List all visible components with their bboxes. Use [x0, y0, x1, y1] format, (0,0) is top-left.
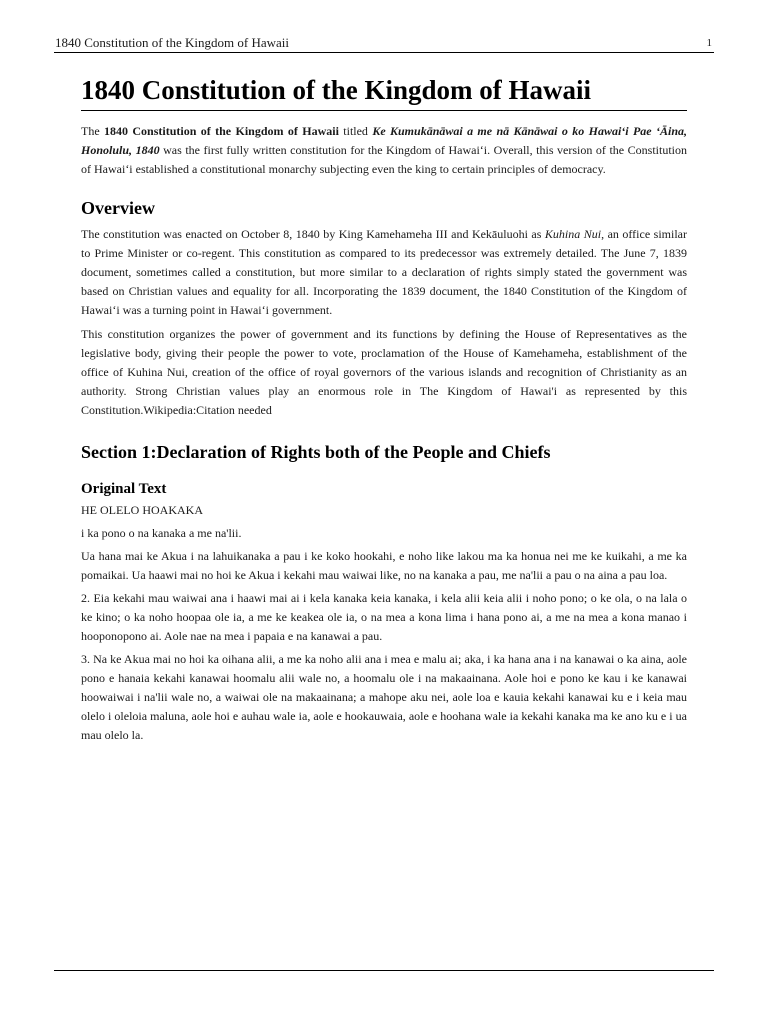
overview-italic-term: Kuhina Nui: [544, 227, 602, 241]
original-text-heading: Original Text: [81, 481, 167, 497]
overview-text-1a: The constitution was enacted on October 8, 1840 by King Kamehameha III and Kekāuluohi as: [81, 227, 545, 241]
intro-italic-title: Ke Kumukānāwai a me nā Kānāwai o ko Hawaiʻi Pae ʻĀina, Honolulu, 1840: [81, 124, 688, 157]
intro-text-2: titled: [338, 124, 373, 138]
overview-paragraph-1: [81, 225, 687, 320]
original-text-paragraph: Ua hana mai ke Akua i na lahuikanaka a pau i ke koko hookahi, e noho like lakou ma ka honua nei me ke kuikahi, a me ka pomaikai. Ua haawi mai no hoi ke Akua i kekahi mau waiwai like, no na kanaka a pau, me na'lii a pau o na aina a pau loa.: [81, 549, 687, 582]
overview-paragraph-2: This constitution organizes the power of government and its functions by defining the House of Representatives as the legislative body, giving their people the power to vote, proclamation of the House of Kamehameha, establishment of the office of Kuhina Nui, creation of the office of royal governors of the various islands and recognition of Christianity as an authority. Strong Christian values play an enormous role in The Kingdom of Hawai'i as represented by this Constitution.Wikipedia:Citation needed: [81, 327, 687, 417]
intro-text-3: was the first fully written constitution for the Kingdom of Hawaiʻi. Overall, this version of the Constitution of Hawaiʻi established a constitutional monarchy subjecting even the king to certain principles of democracy.: [81, 143, 688, 176]
header-title: 1840 Constitution of the Kingdom of Hawaii: [55, 35, 289, 50]
overview-text-1b: , an office similar to Prime Minister or co-regent. This constitution as compared to its predecessor was extremely detailed. The June 7, 1839 document, sometimes called a constitution, but more similar to a declaration of rights simply stated the government was based on Christian values and equality for all. Incorporating the 1839 document, the 1840 Constitution of the Kingdom of Hawaiʻi was a turning point in Hawaiʻi government.: [81, 227, 687, 317]
original-text-line: i ka pono o na kanaka a me na'lii.: [81, 526, 242, 540]
page-header: [54, 35, 714, 53]
intro-bold-title: 1840 Constitution of the Kingdom of Hawaii: [104, 124, 339, 138]
overview-heading: Overview: [81, 198, 155, 218]
article-body: [81, 73, 687, 745]
intro-paragraph: [81, 122, 687, 179]
intro-text-1: The: [81, 124, 105, 138]
footer-rule: [54, 970, 714, 971]
original-text-paragraph: 3. Na ke Akua mai no hoi ka oihana alii, a me ka noho alii ana i mea e malu ai; aka, i ka hana ana i na kanawai o ka aina, aole pono e hanaia kekahi kanawai hoomalu alii wale no, a hoomalu ole i na makaainana. Aole hoi e pono ke kau i ke kanawai hoowaiwai i na'lii wale no, a waiwai ole na makaainana; a mahope aku nei, aole loa e kauia kekahi kanawai ku e i keia mau olelo i oleloia maluna, aole hoi e auhau wale ia, aole e hookauwaia, aole e hoohana wale ia kekahi kanaka ma ke ano ku e i ua mau olelo la.: [81, 652, 687, 742]
section1-heading: Section 1:Declaration of Rights both of the People and Chiefs: [81, 442, 551, 462]
original-text-line: HE OLELO HOAKAKA: [81, 503, 203, 517]
original-text-paragraph: 2. Eia kekahi mau waiwai ana i haawi mai ai i kela kanaka keia kanaka, i kela alii keia alii i noho pono; o ke ola, o na lala o ke kino; o ka noho hoopaa ole ia, a me ke keakea ole ia, o na mea a kona lima i hana pono ai, a me na mea a kona manao i hooponopono ai. Aole nae na mea i papaia e na kanawai a pau.: [81, 591, 687, 643]
page-number: 1: [706, 37, 712, 49]
page-title: 1840 Constitution of the Kingdom of Hawaii: [81, 73, 687, 111]
